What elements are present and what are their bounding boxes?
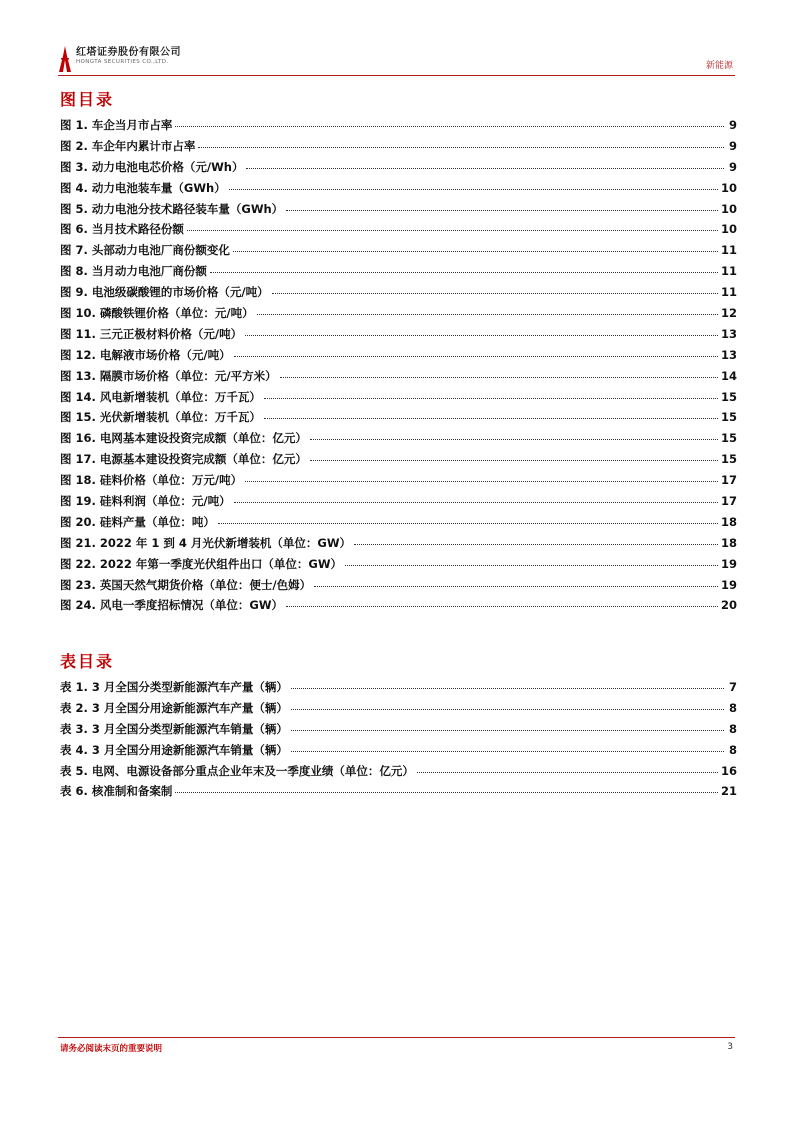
toc-entry-label[interactable]: 表 3. 3 月全国分类型新能源汽车销量（辆）: [60, 721, 288, 736]
toc-entry-page[interactable]: 10: [720, 180, 737, 195]
toc-entry-page[interactable]: 17: [720, 473, 737, 488]
footer-rule: [58, 1037, 735, 1038]
toc-entry-page[interactable]: 11: [720, 264, 737, 279]
table-toc-entry[interactable]: [60, 742, 737, 763]
toc-entry-label[interactable]: 表 2. 3 月全国分用途新能源汽车产量（辆）: [60, 700, 288, 715]
toc-dot-leader: [234, 356, 718, 357]
toc-entry-page[interactable]: 19: [720, 577, 737, 592]
toc-entry-label[interactable]: 图 3. 动力电池电芯价格（元/Wh）: [60, 159, 244, 174]
figure-toc-list: [60, 117, 737, 618]
toc-dot-leader: [314, 586, 718, 587]
toc-dot-leader: [291, 688, 724, 689]
company-name-cn: 红塔证券股份有限公司: [76, 47, 181, 58]
toc-dot-leader: [175, 126, 724, 127]
toc-entry-label[interactable]: 图 21. 2022 年 1 到 4 月光伏新增装机（单位：GW）: [60, 535, 352, 550]
toc-dot-leader: [310, 460, 718, 461]
toc-entry-page[interactable]: 21: [720, 784, 737, 799]
figure-toc-entry[interactable]: [60, 180, 737, 201]
toc-entry-label[interactable]: 表 1. 3 月全国分类型新能源汽车产量（辆）: [60, 680, 288, 694]
table-toc-entry[interactable]: [60, 721, 737, 742]
figure-toc-entry[interactable]: [60, 368, 737, 389]
toc-entry-page[interactable]: 8: [728, 721, 737, 736]
toc-dot-leader: [229, 189, 718, 190]
toc-entry-label[interactable]: 图 24. 风电一季度招标情况（单位：GW）: [60, 598, 284, 613]
toc-entry-page[interactable]: 7: [728, 680, 737, 694]
toc-dot-leader: [210, 272, 718, 273]
toc-dot-leader: [246, 168, 724, 169]
toc-entry-page[interactable]: 11: [720, 243, 737, 258]
figure-toc-entry[interactable]: [60, 535, 737, 556]
toc-entry-label[interactable]: 图 7. 头部动力电池厂商份额变化: [60, 243, 230, 258]
toc-entry-label[interactable]: 表 5. 电网、电源设备部分重点企业年末及一季度业绩（单位：亿元）: [60, 763, 414, 778]
company-name-en: HONGTA SECURITIES CO.,LTD.: [76, 59, 169, 65]
toc-dot-leader: [291, 730, 724, 731]
toc-entry-page[interactable]: 19: [720, 556, 737, 571]
toc-entry-label[interactable]: 图 6. 当月技术路径份额: [60, 222, 184, 237]
toc-dot-leader: [264, 418, 718, 419]
page-header: [58, 44, 735, 76]
toc-entry-page[interactable]: 13: [720, 326, 737, 341]
table-toc-title: 表目录: [60, 652, 115, 671]
header-rule: [58, 75, 735, 76]
toc-entry-label[interactable]: 图 14. 风电新增装机（单位：万千瓦）: [60, 389, 261, 404]
logo-tower-icon: [58, 46, 72, 72]
toc-entry-label[interactable]: 图 11. 三元正极材料价格（元/吨）: [60, 326, 243, 341]
toc-entry-page[interactable]: 10: [720, 201, 737, 216]
figure-toc-entry[interactable]: [60, 326, 737, 347]
toc-entry-label[interactable]: 图 17. 电源基本建设投资完成额（单位：亿元）: [60, 452, 307, 467]
toc-entry-label[interactable]: 图 22. 2022 年第一季度光伏组件出口（单位：GW）: [60, 556, 343, 571]
toc-entry-label[interactable]: 图 13. 隔膜市场价格（单位：元/平方米）: [60, 368, 277, 383]
table-toc-list: [60, 679, 737, 804]
figure-toc-entry[interactable]: [60, 451, 737, 472]
toc-dot-leader: [291, 751, 724, 752]
toc-entry-page[interactable]: 8: [728, 700, 737, 715]
page-number: 3: [727, 1042, 733, 1052]
toc-entry-label[interactable]: 表 4. 3 月全国分用途新能源汽车销量（辆）: [60, 742, 288, 757]
figure-toc-entry[interactable]: [60, 347, 737, 368]
toc-dot-leader: [354, 544, 718, 545]
toc-entry-label[interactable]: 图 15. 光伏新增装机（单位：万千瓦）: [60, 410, 261, 425]
toc-entry-label[interactable]: 图 20. 硅料产量（单位：吨）: [60, 514, 215, 529]
toc-entry-label[interactable]: 图 10. 磷酸铁锂价格（单位：元/吨）: [60, 306, 254, 321]
toc-entry-label[interactable]: 表 6. 核准制和备案制: [60, 784, 173, 799]
toc-entry-page[interactable]: 17: [720, 494, 737, 509]
toc-entry-page[interactable]: 12: [720, 306, 737, 321]
toc-entry-label[interactable]: 图 12. 电解液市场价格（元/吨）: [60, 347, 231, 362]
toc-entry-page[interactable]: 13: [720, 347, 737, 362]
toc-dot-leader: [286, 210, 718, 211]
toc-dot-leader: [417, 772, 718, 773]
figure-toc-entry[interactable]: [60, 201, 737, 222]
footer-disclaimer: 请务必阅读末页的重要说明: [60, 1044, 163, 1054]
toc-entry-label[interactable]: 图 8. 当月动力电池厂商份额: [60, 264, 207, 279]
toc-dot-leader: [233, 251, 718, 252]
toc-dot-leader: [345, 565, 718, 566]
toc-entry-label[interactable]: 图 5. 动力电池分技术路径装车量（GWh）: [60, 201, 284, 216]
figure-toc-entry[interactable]: [60, 577, 737, 598]
toc-entry-page[interactable]: 9: [728, 118, 737, 132]
toc-entry-page[interactable]: 20: [720, 598, 737, 613]
figure-toc-entry[interactable]: [60, 409, 737, 430]
figure-toc-entry[interactable]: [60, 597, 737, 618]
figure-toc-entry[interactable]: [60, 514, 737, 535]
figure-toc-entry[interactable]: [60, 284, 737, 305]
figure-toc-entry[interactable]: [60, 159, 737, 180]
toc-dot-leader: [286, 606, 718, 607]
toc-entry-label[interactable]: 图 18. 硅料价格（单位：万元/吨）: [60, 473, 243, 488]
toc-entry-page[interactable]: 15: [720, 431, 737, 446]
toc-dot-leader: [187, 230, 718, 231]
section-label: 新能源: [705, 61, 733, 71]
toc-entry-page[interactable]: 11: [720, 285, 737, 300]
toc-entry-page[interactable]: 15: [720, 410, 737, 425]
toc-dot-leader: [234, 502, 718, 503]
figure-toc-entry[interactable]: [60, 556, 737, 577]
toc-dot-leader: [264, 398, 718, 399]
toc-entry-page[interactable]: 8: [728, 742, 737, 757]
toc-entry-page[interactable]: 16: [720, 763, 737, 778]
toc-entry-label[interactable]: 图 19. 硅料利润（单位：元/吨）: [60, 494, 231, 509]
toc-dot-leader: [198, 147, 724, 148]
table-toc-entry[interactable]: [60, 763, 737, 784]
figure-toc-entry[interactable]: [60, 242, 737, 263]
toc-dot-leader: [280, 377, 718, 378]
toc-entry-label[interactable]: 图 2. 车企年内累计市占率: [60, 138, 196, 153]
toc-entry-page[interactable]: 14: [720, 368, 737, 383]
toc-dot-leader: [245, 335, 718, 336]
figure-toc-title: 图目录: [60, 90, 115, 109]
toc-entry-page[interactable]: 9: [728, 138, 737, 153]
toc-dot-leader: [272, 293, 718, 294]
toc-entry-label[interactable]: 图 1. 车企当月市占率: [60, 118, 173, 132]
figure-toc-entry[interactable]: [60, 305, 737, 326]
figure-toc-entry[interactable]: [60, 117, 737, 138]
table-toc-entry[interactable]: [60, 700, 737, 721]
figure-toc-entry[interactable]: [60, 430, 737, 451]
table-toc-entry[interactable]: [60, 783, 737, 804]
toc-entry-page[interactable]: 15: [720, 389, 737, 404]
toc-entry-label[interactable]: 图 23. 英国天然气期货价格（单位：便士/色姆）: [60, 577, 312, 592]
toc-dot-leader: [175, 792, 718, 793]
figure-toc-entry[interactable]: [60, 389, 737, 410]
toc-dot-leader: [257, 314, 718, 315]
toc-entry-page[interactable]: 15: [720, 452, 737, 467]
toc-entry-page[interactable]: 10: [720, 222, 737, 237]
toc-dot-leader: [291, 709, 724, 710]
toc-dot-leader: [310, 439, 718, 440]
toc-entry-page[interactable]: 18: [720, 535, 737, 550]
toc-entry-label[interactable]: 图 4. 动力电池装车量（GWh）: [60, 180, 226, 195]
figure-toc-entry[interactable]: [60, 263, 737, 284]
company-logo: [58, 46, 181, 72]
table-toc-entry[interactable]: [60, 679, 737, 700]
figure-toc-entry[interactable]: [60, 138, 737, 159]
figure-toc-entry[interactable]: [60, 493, 737, 514]
toc-entry-page[interactable]: 9: [728, 159, 737, 174]
toc-dot-leader: [218, 523, 718, 524]
figure-toc-entry[interactable]: [60, 221, 737, 242]
figure-toc-entry[interactable]: [60, 472, 737, 493]
toc-entry-page[interactable]: 18: [720, 514, 737, 529]
toc-entry-label[interactable]: 图 16. 电网基本建设投资完成额（单位：亿元）: [60, 431, 307, 446]
toc-entry-label[interactable]: 图 9. 电池级碳酸锂的市场价格（元/吨）: [60, 285, 269, 300]
toc-dot-leader: [245, 481, 718, 482]
